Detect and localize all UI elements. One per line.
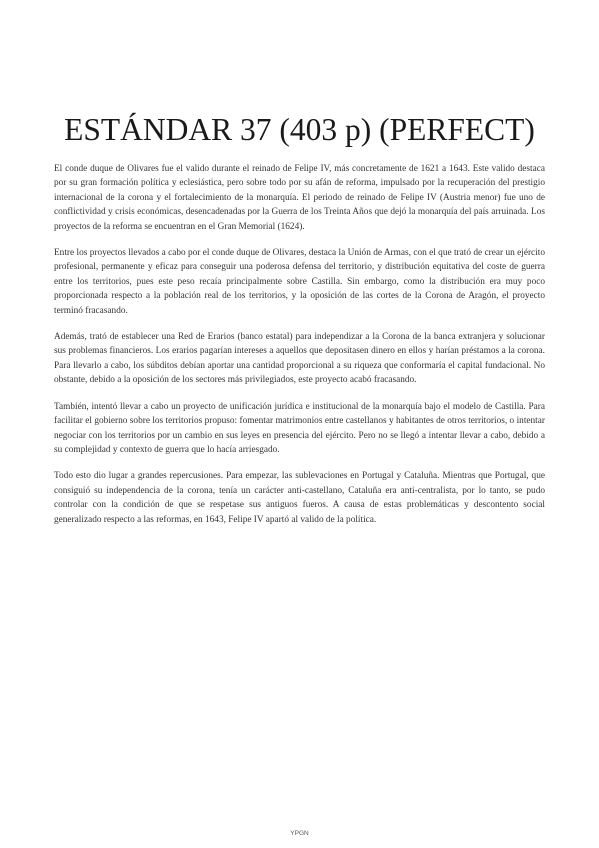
page-footer: YPGN — [290, 830, 309, 837]
document-body — [54, 162, 545, 539]
paragraph-2: Entre los proyectos llevados a cabo por el conde duque de Olivares, destaca la Unión de Armas, con el que trató de crear un ejército profesional, permanente y eficaz para conseguir una poderosa defensa del territorio, y distribución equitativa del coste de guerra entre los territorios, pues este peso recaía principalmente sobre Castilla. Sin embargo, como la distribución era muy poco proporcionada respecto a la población real de los territorios, y la oposición de las cortes de la Corona de Aragón, el proyecto terminó fracasando. — [54, 248, 545, 316]
paragraph-4: También, intentó llevar a cabo un proyecto de unificación jurídica e institucional de la monarquía bajo el modelo de Castilla. Para facilitar el gobierno sobre los territorios propuso: fomentar matrimonios entre castellanos y habitantes de otros territorios, o intentar negociar con los territorios por un cambio en sus leyes en presencia del ejército. Pero no se llegó a intentar llevar a cabo, debido a su complejidad y contexto de guerra que lo hacía arriesgado. — [54, 401, 545, 455]
paragraph-3: Además, trató de establecer una Red de Erarios (banco estatal) para independizar a la Corona de la banca extranjera y solucionar sus problemas financieros. Los erarios pagarían intereses a aquellos que depositasen dinero en ellos y harían préstamos a la corona. Para llevarlo a cabo, los súbditos debían aportar una cantidad proporcional a su riqueza que conformaría el capital fundacional. No obstante, debido a la oposición de los sectores más privilegiados, este proyecto acabó fracasando. — [54, 332, 545, 386]
paragraph-1: El conde duque de Olivares fue el valido durante el reinado de Felipe IV, más concretamente de 1621 a 1643. Este valido destaca por su gran formación política y eclesiástica, pero sobre todo por su afán de reforma, impulsado por la recuperación del prestigio internacional de la corona y el fortalecimiento de la monarquía. El periodo de reinado de Felipe IV (Austria menor) fue uno de conflictividad y crisis económicas, desencadenadas por la Guerra de los Treinta Años que dejó la monarquía del país arruinada. Los proyectos de la reforma se encuentran en el Gran Memorial (1624). — [54, 164, 545, 232]
paragraph-5: Todo esto dio lugar a grandes repercusiones. Para empezar, las sublevaciones en Portugal y Cataluña. Mientras que Portugal, que consiguió su independencia de la corona, tenía un carácter anti-castellano, Cataluña era anti-centralista, por lo tanto, se pudo controlar con la condición de que se respetase sus antiguos fueros. A causa de estas problemáticas y descontento social generalizado respecto a las reformas, en 1643, Felipe IV apartó al valido de la política. — [54, 471, 545, 525]
document-title: ESTÁNDAR 37 (403 p) (PERFECT) — [64, 112, 535, 147]
